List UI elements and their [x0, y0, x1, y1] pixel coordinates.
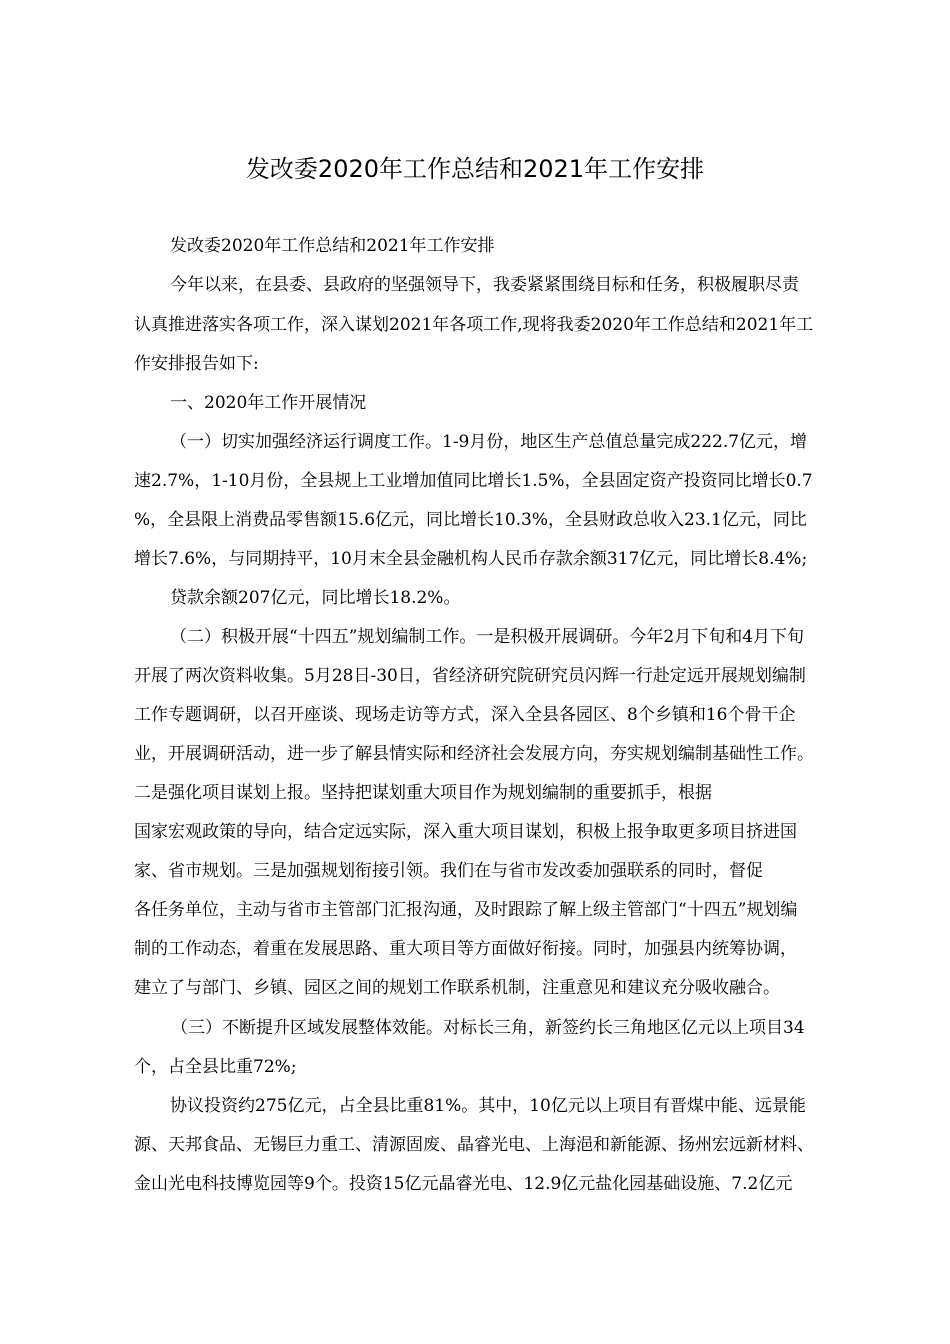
paragraph-line: 开展了两次资料收集。5月28日-30日，省经济研究院研究员闪辉一行赴定远开展规划编制 — [134, 666, 806, 686]
section-heading: 一、2020年工作开展情况 — [170, 393, 367, 413]
paragraph-line: 建立了与部门、乡镇、园区之间的规划工作联系机制，注重意见和建议充分吸收融合。 — [134, 978, 780, 998]
paragraph-line: 业，开展调研活动，进一步了解县情实际和经济社会发展方向，夯实规划编制基础性工作。 — [134, 744, 814, 764]
paragraph-line: 增长7.6%，与同期持平，10月末全县金融机构人民币存款余额317亿元，同比增长8.4%; — [134, 549, 808, 569]
paragraph-line: （三）不断提升区域发展整体效能。对标长三角，新签约长三角地区亿元以上项目34 — [171, 1018, 805, 1038]
paragraph-line: %，全县限上消费品零售额15.6亿元，同比增长10.3%，全县财政总收入23.1亿元，同比 — [134, 510, 807, 530]
paragraph-line: 贷款余额207亿元，同比增长18.2%。 — [170, 588, 461, 608]
paragraph-line: （二）积极开展“十四五”规划编制工作。一是积极开展调研。今年2月下旬和4月下旬 — [170, 627, 805, 647]
paragraph-line: 金山光电科技博览园等9个。投资15亿元晶睿光电、12.9亿元盐化园基础设施、7.2亿元 — [134, 1174, 793, 1194]
paragraph-line: 国家宏观政策的导向，结合定远实际，深入重大项目谋划，积极上报争取更多项目挤进国 — [134, 822, 797, 842]
paragraph-line: 各任务单位，主动与省市主管部门汇报沟通，及时跟踪了解上级主管部门“十四五”规划编 — [134, 900, 798, 920]
paragraph-line: 源、天邦食品、无锡巨力重工、清源固废、晶睿光电、上海浥和新能源、扬州宏远新材料、 — [134, 1135, 814, 1155]
paragraph-line: 制的工作动态，着重在发展思路、重大项目等方面做好衔接。同时，加强县内统筹协调， — [134, 939, 797, 959]
paragraph-line: 发改委2020年工作总结和2021年工作安排 — [170, 236, 495, 256]
paragraph-line: 速2.7%，1-10月份，全县规上工业增加值同比增长1.5%，全县固定资产投资同比增长0.7 — [134, 471, 813, 491]
paragraph-line: 今年以来，在县委、县政府的坚强领导下，我委紧紧围绕目标和任务，积极履职尽责 — [170, 275, 799, 295]
paragraph-line: 认真推进落实各项工作，深入谋划2021年各项工作,现将我委2020年工作总结和2021年工 — [134, 315, 814, 335]
paragraph-line: 个，占全县比重72%; — [134, 1057, 297, 1077]
paragraph-line: （一）切实加强经济运行调度工作。1-9月份，地区生产总值总量完成222.7亿元，增 — [170, 432, 808, 452]
paragraph-line: 家、省市规划。三是加强规划衔接引领。我们在与省市发改委加强联系的同时，督促 — [134, 861, 763, 881]
paragraph-line: 协议投资约275亿元，占全县比重81%。其中，10亿元以上项目有晋煤中能、远景能 — [170, 1096, 806, 1116]
paragraph-line: 工作专题调研，以召开座谈、现场走访等方式，深入全县各园区、8个乡镇和16个骨干企 — [134, 705, 796, 725]
paragraph-line: 二是强化项目谋划上报。坚持把谋划重大项目作为规划编制的重要抓手，根据 — [134, 783, 712, 803]
paragraph-line: 作安排报告如下: — [134, 354, 259, 374]
document-title: 发改委2020年工作总结和2021年工作安排 — [245, 155, 705, 183]
